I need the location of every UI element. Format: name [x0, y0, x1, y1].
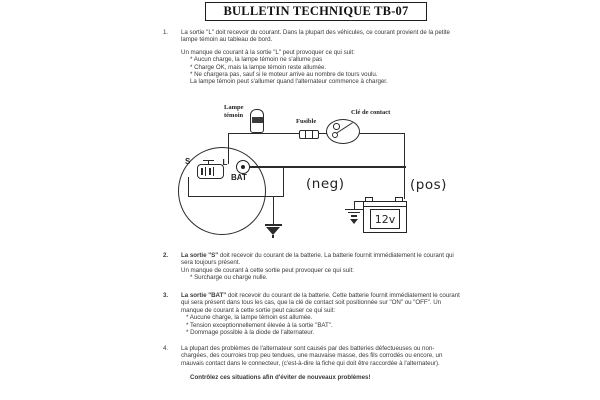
paragraph-text: doit recevoir du courant de la batterie. Cette batterie fournit immédiatement le courant qui sera présent dans tous les cas, que la clé de contact soit positionnée sur "ON" ou "OFF". Un manque de courant à cette sortie peut causer ce qui suit: [181, 292, 460, 314]
wire [247, 166, 406, 169]
ignition-switch-icon [326, 119, 360, 144]
section-1 [163, 29, 460, 86]
bullet-item: * Charge OK, mais la lampe témoin reste allumée. [190, 63, 327, 71]
paragraph [181, 292, 460, 336]
switch-contact-icon [333, 123, 340, 130]
bullet-item: * Aucun charge, la lampe témoin ne s'allume pas [190, 56, 323, 64]
fuse-label: Fusible [296, 118, 317, 125]
bullet-item: * Tension exceptionnellement élevée à la sortie "BAT". [186, 321, 333, 329]
bullet-item: * Surcharge ou charge nulle. [190, 274, 268, 282]
lamp-label-line1: Lampe [224, 104, 244, 111]
bat-terminal-icon [236, 160, 250, 174]
lead-text: La sortie "S" [181, 252, 219, 259]
wire [208, 160, 209, 164]
closing-line: Contrôlez ces situations afin d'éviter de nouveaux problèmes! [190, 374, 371, 382]
pos-label: (pos) [410, 177, 447, 193]
wire [358, 133, 405, 134]
connector-plug-icon [197, 164, 224, 179]
page-title: BULLETIN TECHNIQUE TB-07 [223, 4, 409, 18]
battery-icon [363, 201, 407, 233]
lamp-filament-icon [252, 117, 263, 123]
section-2 [163, 252, 460, 282]
paragraph: Un manque de courant à cette sortie peut provoquer ce qui suit: [181, 266, 354, 274]
note-line: La lampe témoin peut s'allumer quand l'alternateur commence à charger. [190, 78, 388, 86]
paragraph: Un manque de courant à la sortie "L" peut provoquer ce qui suit: [181, 48, 355, 56]
battery-voltage-label: 12v [374, 212, 396, 226]
lead-text: La sortie "BAT" [181, 292, 227, 299]
section-3 [163, 292, 460, 336]
lamp-label-line2: témoin [224, 112, 244, 119]
ignition-switch-label: Clé de contact [351, 109, 391, 116]
l-terminal-label: L [222, 158, 228, 167]
fuse-icon [299, 130, 319, 139]
paragraph: La plupart des problèmes de l'alternateur sont causés par des batteries défectueuses ou non-chargées, des courroies trop peu tendues, une mauvaise masse, des fils corrodés ou encore, un mauvais contact dans le connecteur, (c'est-à-dire la fiche qui doit être raccordée à l'alternateur). [181, 345, 443, 367]
section-number: 4. [163, 345, 169, 352]
section-number: 2. [163, 252, 169, 259]
section-number: 3. [163, 292, 169, 299]
bat-terminal-label: BAT [231, 173, 247, 182]
bullet-list [186, 314, 333, 336]
neg-label: (neg) [306, 176, 345, 192]
bullet-item: * Aucune charge, la lampe témoin est allumée. [186, 314, 313, 322]
paragraph [181, 252, 460, 267]
title-box [205, 2, 427, 21]
paragraph: La sortie "L" doit recevoir du courant. Dans la plupart des véhicules, ce courant provient de la petite lampe témoin au tableau de bord. [181, 29, 450, 44]
wire [273, 197, 274, 224]
s-terminal-label: S [185, 157, 191, 166]
ground-icon [343, 209, 365, 224]
bullet-item: * Dommage possible à la diode de l'alternateur. [186, 329, 315, 337]
ground-icon [263, 224, 283, 238]
wire [283, 168, 284, 197]
bullet-item: * Ne chargera pas, sauf si le moteur arrive au nombre de tours voulu. [190, 71, 378, 79]
section-number: 1. [163, 29, 169, 36]
section-4 [163, 345, 460, 382]
paragraph-text: doit recevoir du courant de la batterie. La batterie fournit immédiatement le courant qui sera toujours présent. [181, 252, 454, 267]
